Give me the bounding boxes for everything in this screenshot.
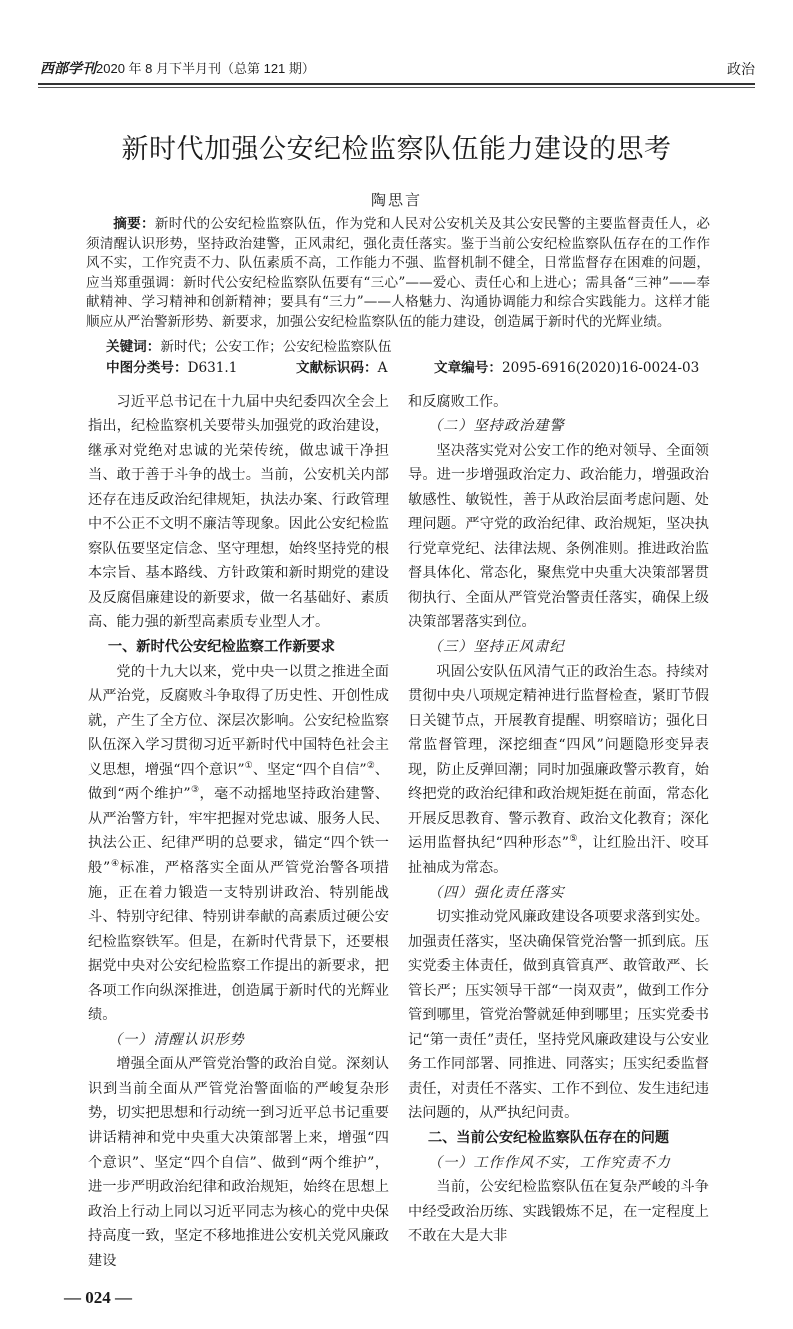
header-rule-thin bbox=[38, 87, 755, 88]
article-number-value: 2095-6916(2020)16-0024-03 bbox=[501, 359, 700, 376]
paragraph: 当前，公安纪检监察队伍在复杂严峻的斗争中经受政治历练、实践锻炼不足，在一定程度上不敢在大是大非 bbox=[408, 1179, 709, 1245]
header-rule bbox=[38, 83, 755, 85]
keywords-text: 新时代；公安工作；公安纪检监察队伍 bbox=[160, 338, 392, 355]
paragraph bbox=[408, 660, 709, 881]
paragraph: 增强全面从严管党治警的政治自觉。深刻认识到当前全面从严管党治警面临的严峻复杂形势，切实把思想和行动统一到习近平总书记重要讲话精神和党中央重大决策部署上来，增强“四个意识”、坚定“四个自信”、做到“两个维护”，进一步严明政治纪律和政治规矩，始终在思想上政治上行动上同以习近平同志为核心的党中央保持高度一致，坚定不移地推进公安机关党风廉政建设 bbox=[88, 1056, 389, 1269]
footnote-ref: ③ bbox=[190, 785, 200, 796]
paragraph-continued: 和反腐败工作。 bbox=[408, 393, 508, 410]
doc-code-label: 文献标识码： bbox=[296, 359, 378, 375]
abstract-label: 摘要： bbox=[113, 216, 155, 231]
text: 标准，严格落实全面从严管党治警各项措施，正在着力锻造一支特别讲政治、特别能战斗、特别守纪律、特别讲奉献的高素质过硬公安纪检监察铁军。但是，在新时代背景下，还要根据党中央对公安纪检监察工作提出的新要求，把各项工作向纵深推进，创造属于新时代的光辉业绩。 bbox=[88, 859, 389, 1024]
issue-info: 2020 年 8 月下半月刊（总第 121 期） bbox=[96, 61, 315, 76]
section-heading: 二、当前公安纪检监察队伍存在的问题 bbox=[427, 1129, 670, 1146]
paragraph: 坚决落实党对公安工作的绝对领导、全面领导。进一步增强政治定力、政治能力，增强政治敏感性、敏锐性，善于从政治层面考虑问题、处理问题。严守党的政治纪律、政治规矩，坚决执行党章党纪、法律法规、条例准则。推进政治监督具体化、常态化，聚焦党中央重大决策部署贯彻执行、全面从严管党治警责任落实，确保上级决策部署落实到位。 bbox=[408, 442, 709, 631]
page-number: — 024 — bbox=[64, 1288, 132, 1308]
clc-value: D631.1 bbox=[187, 359, 238, 376]
doc-code-value: A bbox=[377, 359, 388, 376]
journal-logo: 西部学刊 bbox=[40, 61, 96, 77]
paragraph bbox=[88, 660, 389, 1028]
abstract-text: 新时代的公安纪检监察队伍，作为党和人民对公安机关及其公安民警的主要监督责任人，必须清醒认识形势，坚持政治建警，正风肃纪，强化责任落实。鉴于当前公安纪检监察队伍存在的工作作风不实，工作究责不力、队伍素质不高，工作能力不强、监督机制不健全，日常监督存在困难的问题，应当郑重强调：新时代公安纪检监察队伍要有“三心”——爱心、责任心和上进心；需具备“三神”——奉献精神、学习精神和创新精神；要具有“三力”——人格魅力、沟通协调能力和综合实践能力。这样才能顺应从严治警新形势、新要求，加强公安纪检监察队伍的能力建设，创造属于新时代的光辉业绩。 bbox=[86, 216, 711, 330]
footnote-ref: ① bbox=[244, 760, 253, 771]
footnote-ref: ④ bbox=[110, 858, 120, 869]
section-heading: 一、新时代公安纪检监察工作新要求 bbox=[107, 639, 335, 656]
text: 巩固公安队伍风清气正的政治生态。持续对贯彻中央八项规定精神进行监督检查，紧盯节假日关键节点，开展教育提醒、明察暗访；强化日常监督管理，深挖细查“四风”问题隐形变异表现，防止反弹回潮；同时加强廉政警示教育，始终把党的政治纪律和政治规矩挺在前面，常态化开展反思教育、警示教育、政治文化教育；深化运用监督执纪“四种形态” bbox=[408, 663, 709, 852]
text: ，毫不动摇地坚持政治建警、从严治警方针，牢牢把握对党忠诚、服务人民、执法公正、纪律严明的总要求，锚定“四个铁一般” bbox=[88, 786, 389, 876]
section-label: 政治 bbox=[727, 61, 755, 77]
subsection-heading: （一）工作作风不实，工作究责不力 bbox=[427, 1154, 671, 1171]
classification-line bbox=[106, 358, 726, 378]
article-title: 新时代加强公安纪检监察队伍能力建设的思考 bbox=[121, 134, 672, 165]
text: 党的十九大以来，党中央一以贯之推进全面从严治党，反腐败斗争取得了历史性、开创性成就，产生了全方位、深层次影响。公安纪检监察队伍深入学习贯彻习近平新时代中国特色社会主义思想，增强“四个意识” bbox=[88, 663, 389, 778]
clc-label: 中图分类号： bbox=[106, 359, 188, 375]
body-columns bbox=[88, 390, 755, 1274]
subsection-heading: （三）坚持正风肃纪 bbox=[427, 639, 565, 656]
subsection-heading: （二）坚持政治建警 bbox=[427, 418, 565, 435]
text: 、做到“两个维护” bbox=[88, 761, 389, 803]
paragraph: 习近平总书记在十九届中央纪委四次全会上指出，纪检监察机关要带头加强党的政治建设，继承对党绝对忠诚的光荣传统，做忠诚干净担当、敢于善于斗争的战士。当前，公安机关内部还存在违反政治纪律规矩，执法办案、行政管理中不公正不文明不廉洁等现象。因此公安纪检监察队伍要坚定信念、坚守理想，始终坚持党的根本宗旨、基本路线、方针政策和新时期党的建设及反腐倡廉建设的新要求，做一名基础好、素质高、能力强的新型高素质专业型人才。 bbox=[88, 393, 389, 631]
article-number-label: 文章编号： bbox=[434, 359, 502, 375]
running-header bbox=[40, 58, 755, 80]
abstract bbox=[86, 214, 710, 333]
author: 陶思言 bbox=[370, 191, 422, 209]
left-column bbox=[88, 390, 389, 1274]
keywords bbox=[106, 337, 755, 357]
footnote-ref: ② bbox=[366, 760, 375, 771]
text: ，让红脸出汗、咬耳扯袖成为常态。 bbox=[408, 835, 709, 876]
right-column bbox=[408, 390, 709, 1249]
keywords-label: 关键词： bbox=[106, 338, 161, 354]
footnote-ref: ⑤ bbox=[569, 834, 578, 845]
text: 、坚定“四个自信” bbox=[252, 761, 367, 778]
subsection-heading: （一）清醒认识形势 bbox=[107, 1031, 245, 1048]
paragraph: 切实推动党风廉政建设各项要求落到实处。加强责任落实，坚决确保管党治警一抓到底。压实党委主体责任，做到真管真严、敢管敢严、长管长严；压实领导干部“一岗双责”，做到工作分管到哪里，管党治警就延伸到哪里；压实党委书记“第一责任”责任，坚持党风廉政建设与公安业务工作同部署、同推进、同落实；压实纪委监督责任，对责任不落实、工作不到位、发生违纪违法问题的，从严执纪问责。 bbox=[408, 909, 709, 1122]
subsection-heading: （四）强化责任落实 bbox=[427, 884, 565, 901]
